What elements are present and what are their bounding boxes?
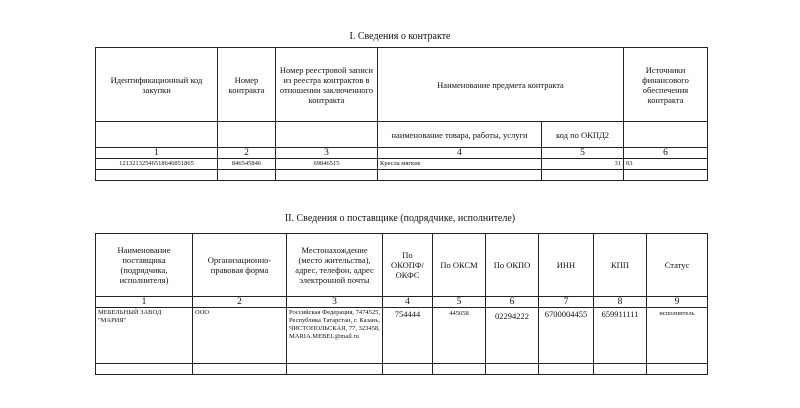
email-text: MARIA.MEBEL@mail.ru [289, 333, 359, 340]
header-contract-number: Номер контракта [218, 48, 276, 122]
header-okopf: По ОКОПФ/ ОКФС [383, 234, 433, 297]
cell-kpp: 659911111 [594, 308, 647, 364]
header-contract-subject: Наименование предмета контракта [378, 48, 624, 122]
header-empty [96, 122, 218, 148]
column-number: 5 [433, 297, 486, 308]
header-location: Местонахождение (место жительства), адрес, телефон, адрес электронной почты [287, 234, 383, 297]
column-number: 3 [287, 297, 383, 308]
header-empty [276, 122, 378, 148]
header-okpo: По ОКПО [486, 234, 539, 297]
cell-empty [218, 170, 276, 181]
cell-empty [96, 364, 193, 375]
cell-empty [287, 364, 383, 375]
cell-supplier-name: МЕБЕЛЬНЫЙ ЗАВОД "МАРИЯ" [96, 308, 193, 364]
header-financing-sources: Источники финансового обеспечения контракта [624, 48, 708, 122]
supplier-table [95, 233, 708, 375]
column-number: 7 [539, 297, 594, 308]
column-number: 4 [378, 148, 542, 159]
column-number: 2 [193, 297, 287, 308]
address-text: Российская Федерация, 7474525, Республика Татарстан, г. Казань, ЧИСТОПОЛЬСКАЯ, 77, 323458, [289, 309, 380, 332]
cell-ikz: 12132132546518646851865 [96, 159, 218, 170]
header-oksm: По ОКСМ [433, 234, 486, 297]
cell-empty [193, 364, 287, 375]
section1-title: I. Сведения о контракте [349, 31, 451, 42]
header-registry-number: Номер реестровой записи из реестра контрактов в отношении заключенного контракта [276, 48, 378, 122]
cell-item-name: Кресла мягкие [378, 159, 542, 170]
cell-okopf: 754444 [383, 308, 433, 364]
header-kpp: КПП [594, 234, 647, 297]
header-supplier-name: Наименование поставщика (подрядчика, исполнителя) [96, 234, 193, 297]
cell-contract-number: 846545846 [218, 159, 276, 170]
cell-location [287, 308, 383, 364]
column-number: 8 [594, 297, 647, 308]
cell-status: исполнитель [647, 308, 708, 364]
cell-financing-source: 03 [624, 159, 708, 170]
column-number: 6 [624, 148, 708, 159]
header-item-name: наименование товара, работы, услуги [378, 122, 542, 148]
header-okpd2: код по ОКПД2 [542, 122, 624, 148]
cell-legal-form: ООО [193, 308, 287, 364]
header-status: Статус [647, 234, 708, 297]
header-inn: ИНН [539, 234, 594, 297]
cell-registry-number: 69846515 [276, 159, 378, 170]
column-number: 4 [383, 297, 433, 308]
cell-empty [647, 364, 708, 375]
contract-table [95, 47, 708, 181]
cell-okpo: 02294222 [486, 308, 539, 364]
cell-oksm: 445658 [433, 308, 486, 364]
header-legal-form: Организационно-правовая форма [193, 234, 287, 297]
cell-empty [539, 364, 594, 375]
column-number: 2 [218, 148, 276, 159]
cell-okpd2: 31 [542, 159, 624, 170]
cell-empty [276, 170, 378, 181]
column-number: 5 [542, 148, 624, 159]
cell-empty [594, 364, 647, 375]
cell-empty [378, 170, 542, 181]
column-number: 3 [276, 148, 378, 159]
cell-empty [486, 364, 539, 375]
column-number: 1 [96, 148, 218, 159]
cell-empty [433, 364, 486, 375]
column-number: 9 [647, 297, 708, 308]
cell-empty [542, 170, 624, 181]
column-number: 6 [486, 297, 539, 308]
cell-empty [383, 364, 433, 375]
cell-inn: 6700004455 [539, 308, 594, 364]
cell-empty [624, 170, 708, 181]
header-ikz: Идентификационный код закупки [96, 48, 218, 122]
header-empty [218, 122, 276, 148]
section2-title: II. Сведения о поставщике (подрядчике, исполнителе) [284, 213, 516, 224]
cell-empty [96, 170, 218, 181]
column-number: 1 [96, 297, 193, 308]
header-empty [624, 122, 708, 148]
